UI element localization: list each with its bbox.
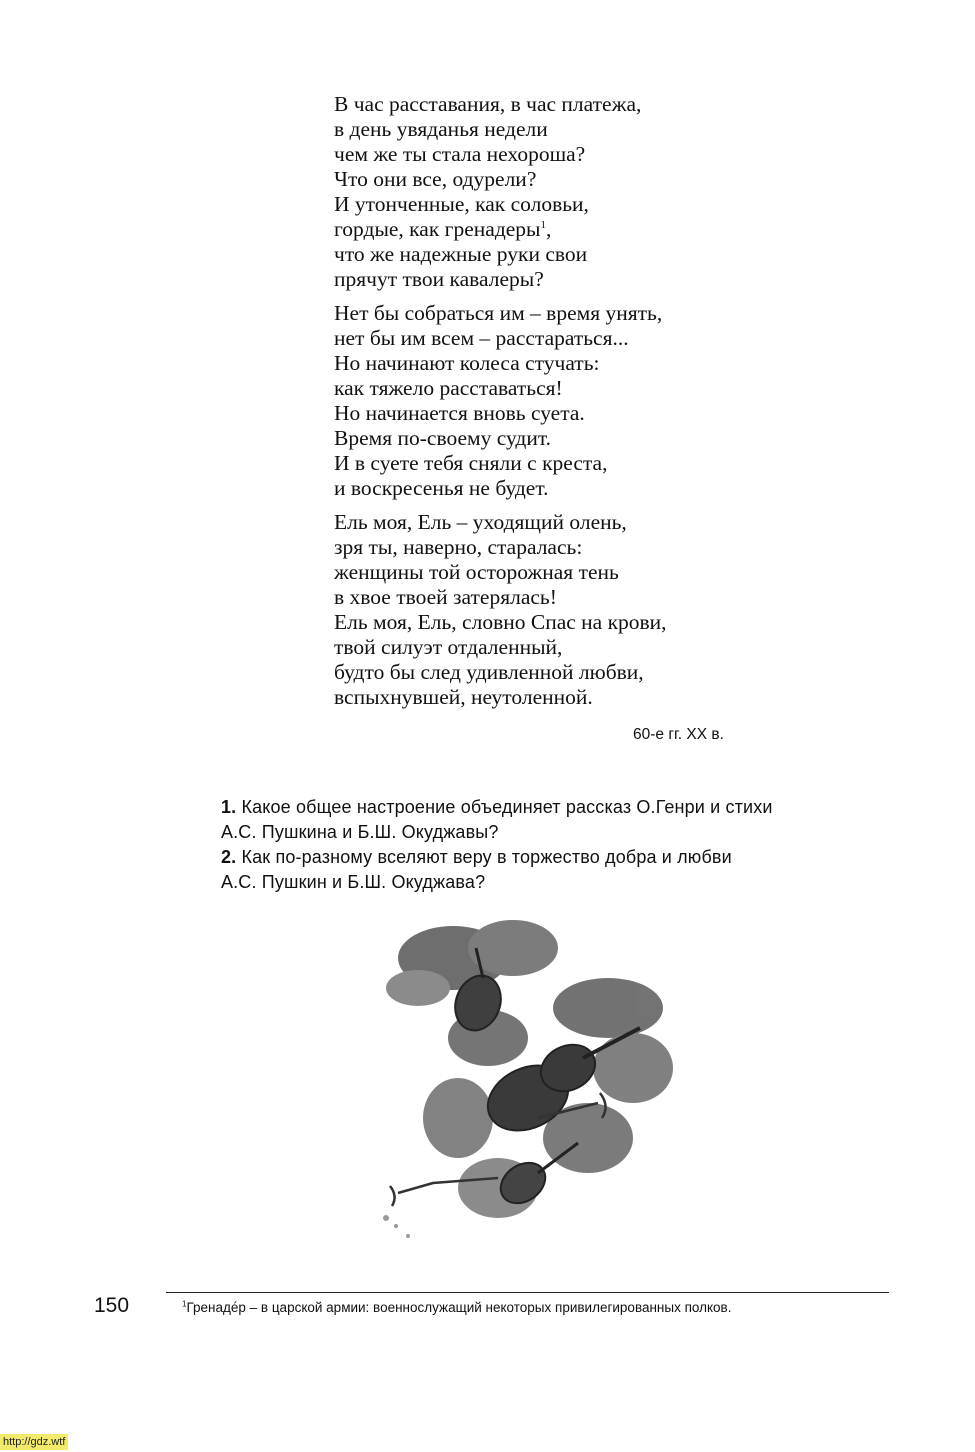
footnote-term: Гренаде́р: [186, 1300, 246, 1315]
question-2: [221, 845, 841, 895]
poem-line: Ель моя, Ель – уходящий олень,: [334, 510, 627, 534]
footnote-text: – в царской армии: военнослужащий некоторых привилегированных полков.: [245, 1300, 732, 1315]
poem-line: будто бы след удивленной любви,: [334, 660, 644, 684]
poem-line: Что они все, одурели?: [334, 167, 537, 191]
footnote-divider: [166, 1292, 889, 1293]
question-1: [221, 795, 841, 845]
poem-line: зря ты, наверно, старалась:: [334, 535, 583, 559]
poem-line: вспыхнувшей, неутоленной.: [334, 685, 593, 709]
poem-line: в день увяданья недели: [334, 117, 548, 141]
footnote-marker[interactable]: 1: [540, 218, 546, 231]
question-text: А.С. Пушкина и Б.Ш. Окуджавы?: [221, 822, 499, 842]
poem-line: Нет бы собраться им – время унять,: [334, 301, 663, 325]
question-number: 2.: [221, 847, 237, 867]
poem-line-text: гордые, как гренадеры: [334, 217, 541, 241]
poem-line: в хвое твоей затерялась!: [334, 585, 557, 609]
poem-line: женщины той осторожная тень: [334, 560, 619, 584]
question-number: 1.: [221, 797, 237, 817]
poem: [334, 92, 764, 719]
footnote-marker: 1: [182, 1299, 187, 1309]
poem-date: 60-е гг. XX в.: [633, 726, 724, 743]
poem-line: и воскресенья не будет.: [334, 476, 549, 500]
question-text: А.С. Пушкин и Б.Ш. Окуджава?: [221, 872, 486, 892]
poem-line: Но начинают колеса стучать:: [334, 351, 600, 375]
page-number: 150: [94, 1294, 130, 1317]
poem-line: Но начинается вновь суета.: [334, 401, 585, 425]
poem-line: твой силуэт отдаленный,: [334, 635, 563, 659]
poem-line: нет бы им всем – расстараться...: [334, 326, 629, 350]
poem-line-with-footnote: [334, 217, 764, 242]
fir-branches-with-violins-and-trumpets-illustration: [378, 918, 682, 1256]
poem-line: И утонченные, как соловьи,: [334, 192, 589, 216]
poem-line: что же надежные руки свои: [334, 242, 588, 266]
poem-line: Время по-своему судит.: [334, 426, 552, 450]
poem-line: как тяжело расставаться!: [334, 376, 563, 400]
poem-line: чем же ты стала нехороша?: [334, 142, 586, 166]
question-text: Какое общее настроение объединяет рассказ О.Генри и стихи: [241, 797, 773, 817]
poem-line-punctuation: ,: [546, 217, 552, 241]
poem-line: прячут твои кавалеры?: [334, 267, 544, 291]
poem-line: И в суете тебя сняли с креста,: [334, 451, 608, 475]
poem-stanza-3: [334, 510, 764, 710]
footnote: [182, 1300, 731, 1315]
poem-line: В час расставания, в час платежа,: [334, 92, 642, 116]
poem-stanza-2: [334, 301, 764, 501]
questions: [221, 795, 841, 895]
question-text: Как по-разному вселяют веру в торжество добра и любви: [241, 847, 732, 867]
poem-stanza-1: [334, 92, 764, 292]
poem-line: Ель моя, Ель, словно Спас на крови,: [334, 610, 667, 634]
watermark-link[interactable]: http://gdz.wtf: [0, 1434, 68, 1450]
